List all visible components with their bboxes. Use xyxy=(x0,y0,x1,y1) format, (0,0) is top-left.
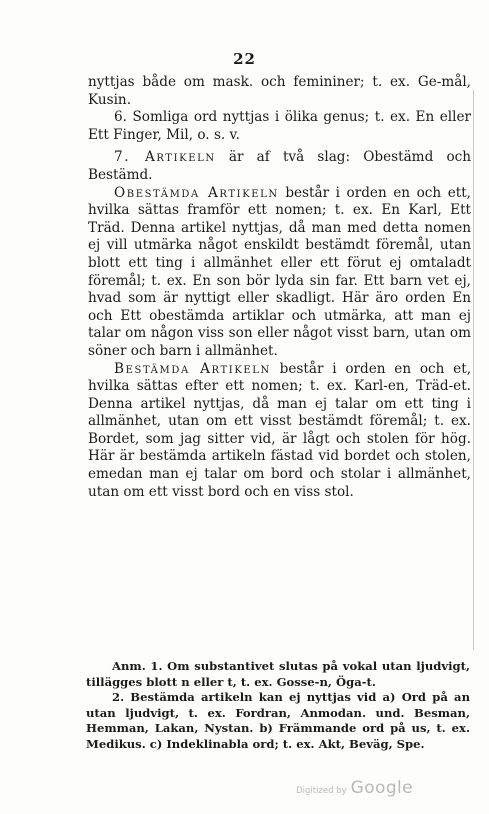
digitized-watermark xyxy=(296,778,413,798)
heading-bestamda-artikeln: Bestämda Artikeln xyxy=(114,360,271,377)
page-edge-line xyxy=(473,90,474,650)
paragraph-bestamda-text: består i orden en och et, hvilka sättas efter ett nomen; t. ex. Karl-en, Träd-et. Denna artikel nyttjas, då man ej talar om ett ting i allmänhet, utan om ett visst bestämdt föremål; t. ex. Bordet, som jag sitter vid, är lågt och stolen för hög. Här är bestämda artikeln fästad vid bordet och stolen, emedan man ej talar om bord och stolar i allmänhet, utan om ett visst bord och en viss stol. xyxy=(88,360,472,500)
footnotes xyxy=(86,659,470,753)
google-logo: Google xyxy=(350,778,413,798)
heading-obestamda-artikeln: Obestämda Artikeln xyxy=(114,184,279,201)
paragraph-bestamda xyxy=(88,361,471,502)
paragraph-continuation: nyttjas både om mask. och femininer; t. ex. Ge-mål, Kusin. xyxy=(88,74,471,108)
paragraph-rule-7 xyxy=(88,149,471,184)
page-number: 22 xyxy=(233,50,256,68)
paragraph-obestamda-text: består i orden en och ett, hvilka sättas framför ett nomen; t. ex. En Karl, Ett Träd. Denna artikel nyttjas, då man med detta nomen ej vill utmärka något enskildt bestämdt föremål, utan blott ett ting i allmänhet eller ett förut ej omtaladt föremål; t. ex. En son bör lyda sin far. Ett barn vet ej, hvad som är nyttigt eller skadligt. Här äro orden En och Ett obestämda artiklar och utmärka, att man ej talar om någon viss son eller något visst barn, utan om söner och barn i allmänhet. xyxy=(88,184,471,359)
watermark-prefix: Digitized by xyxy=(296,786,347,796)
note-1: Anm. 1. Om substantivet slutas på vokal utan ljudvigt, tillägges blott n eller t, t. ex. Gosse-n, Öga-t. xyxy=(86,659,470,689)
main-text xyxy=(88,74,471,501)
section-heading-artikeln: 7. Artikeln xyxy=(114,149,216,166)
paragraph-rule-7-text: är af två slag: Obestämd och Bestämd. xyxy=(88,149,471,183)
paragraph-obestamda xyxy=(88,185,471,361)
paragraph-rule-6: 6. Somliga ord nyttjas i ölika genus; t. ex. En eller Ett Finger, Mil, o. s. v. xyxy=(88,109,471,143)
note-2: 2. Bestämda artikeln kan ej nyttjas vid a) Ord på an utan ljudvigt, t. ex. Fordran, Anmodan. und. Besman, Hemman, Lakan, Nystan. b) Främmande ord på us, t. ex. Medikus. c) Indeklinabla ord; t. ex. Akt, Beväg, Spe. xyxy=(86,690,470,751)
